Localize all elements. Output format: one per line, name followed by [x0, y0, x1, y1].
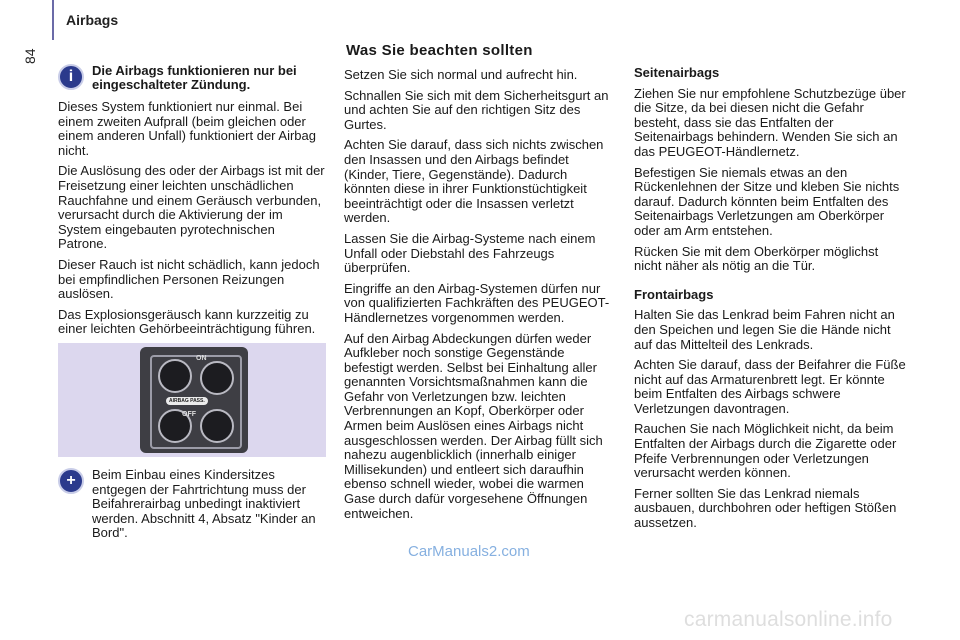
middle-paragraph: Achten Sie darauf, dass sich nichts zwischen den Insassen und den Airbags befindet (Kinder, Tiere, Gegenstände). Dadurch könnten diese in ihrer Funktionstüchtigkeit beeinträchtigt oder die Insassen verletzt werden. [344, 137, 604, 226]
on-label: ON [196, 355, 207, 362]
middle-paragraph: Lassen Sie die Airbag-Systeme nach einem Unfall oder Diebstahl des Fahrzeugs überprüfen. [344, 230, 596, 276]
side-airbags-heading: Seitenairbags [634, 65, 720, 80]
left-paragraph: Dieser Rauch ist nicht schädlich, kann jedoch bei empfindlichen Personen Reizungen auslösen. [58, 256, 320, 302]
tip-text: Beim Einbau eines Kindersitzes entgegen der Fahrtrichtung muss der Beifahrerairbag unbedingt inaktiviert werden. Abschnitt 4, Absatz "Kinder an Bord". [92, 467, 316, 541]
left-paragraph: Das Explosionsgeräusch kann kurzzeitig zu einer leichten Gehörbeeinträchtigung führen. [58, 306, 316, 337]
info-title: Die Airbags funktionieren nur bei eingeschalteter Zündung. [92, 63, 297, 92]
plus-icon: + [58, 468, 84, 494]
left-paragraph: Dieses System funktioniert nur einmal. Bei einem zweiten Aufprall (beim gleichen oder einem anderen Unfall) funktioniert der Airbag nicht. [58, 99, 316, 158]
middle-column [344, 68, 610, 527]
left-paragraph: Die Auslösung des oder der Airbags ist mit der Freisetzung einer leichten unschädlichen Rauchfahne und einem Geräusch verbunden, verursacht durch die Aktivierung der im System eingebauten pyrotechnischen Patrone. [58, 163, 325, 252]
right-paragraph: Befestigen Sie niemals etwas an den Rückenlehnen der Sitze und kleben Sie nichts darauf. Dadurch könnten beim Entfalten des Seitenairbags Verletzungen am Oberkörper oder am Arm entstehen. [634, 164, 900, 238]
main-heading: Was Sie beachten sollten [346, 42, 533, 59]
right-paragraph: Ferner sollten Sie das Lenkrad niemals ausbauen, durchbohren oder heftigen Stößen aussetzen. [634, 485, 897, 531]
off-label: OFF [182, 411, 196, 418]
airbag-on-icon [158, 359, 192, 393]
watermark-carmanuals[interactable]: CarManuals2.com [408, 543, 530, 560]
middle-paragraph: Setzen Sie sich normal und aufrecht hin. [344, 67, 578, 82]
section-title: Airbags [66, 12, 119, 28]
right-paragraph: Rauchen Sie nach Möglichkeit nicht, da beim Entfalten der Airbags durch die Zigarette oder Pfeife Verbrennungen oder Verletzungen verursacht werden können. [634, 421, 897, 481]
edge-bar [52, 0, 54, 40]
middle-paragraph: Schnallen Sie sich mit dem Sicherheitsgurt an und achten Sie auf den richtigen Sitz des Gurtes. [344, 87, 609, 132]
info-icon: i [58, 64, 84, 90]
airbag-switch-photo [58, 343, 326, 457]
front-airbags-heading: Frontairbags [634, 286, 714, 302]
right-paragraph: Ziehen Sie nur empfohlene Schutzbezüge über die Sitze, da bei diesen nicht die Gefahr besteht, dass sie das Entfalten der Seitenairbags behindern. Wenden Sie sich an das PEUGEOT-Händlernetz. [634, 85, 906, 159]
page-number: 84 [22, 48, 38, 64]
airbag-off-seat-icon [200, 361, 234, 395]
right-paragraph: Achten Sie darauf, dass der Beifahrer die Füße nicht auf das Armaturenbrett legt. Er könnte beim Entfalten des Airbags schwere Verletzungen davontragen. [634, 357, 906, 416]
airbag-pass-label: AIRBAG PASS. [166, 397, 208, 405]
right-column [634, 66, 906, 537]
watermark-carmanualsonline: carmanualsonline.info [684, 608, 893, 631]
child-seat-icon [200, 409, 234, 443]
middle-paragraph: Auf den Airbag Abdeckungen dürfen weder Aufkleber noch sonstige Gegenstände befestigt werden. Selbst bei Einhaltung aller genannten Vorsichtsmaßnahmen kann die Gefahr von Verletzungen bzw. leichten Verbrennungen an Kopf, Oberkörper oder Armen beim Auslösen eines Airbags nicht ausgeschlossen werden. Der Airbag füllt sich nahezu augenblicklich (innerhalb einiger Millisekunden) und entleert sich daraufhin ebenso schnell wieder, wobei die warmen Gase durch dafür vorgesehene Öffnungen entweichen. [344, 330, 603, 521]
left-column [58, 64, 326, 343]
info-box [58, 64, 326, 92]
tip-box [58, 468, 326, 541]
right-paragraph: Halten Sie das Lenkrad beim Fahren nicht an den Speichen und legen Sie die Hände nicht auf das Mittelteil des Lenkrads. [634, 307, 895, 352]
right-paragraph: Rücken Sie mit dem Oberkörper möglichst nicht näher als nötig an die Tür. [634, 243, 879, 274]
airbag-switch-unit [140, 347, 248, 453]
middle-paragraph: Eingriffe an den Airbag-Systemen dürfen nur von qualifizierten Fachkräften des PEUGEOT-Händlernetzes vorgenommen werden. [344, 280, 610, 325]
